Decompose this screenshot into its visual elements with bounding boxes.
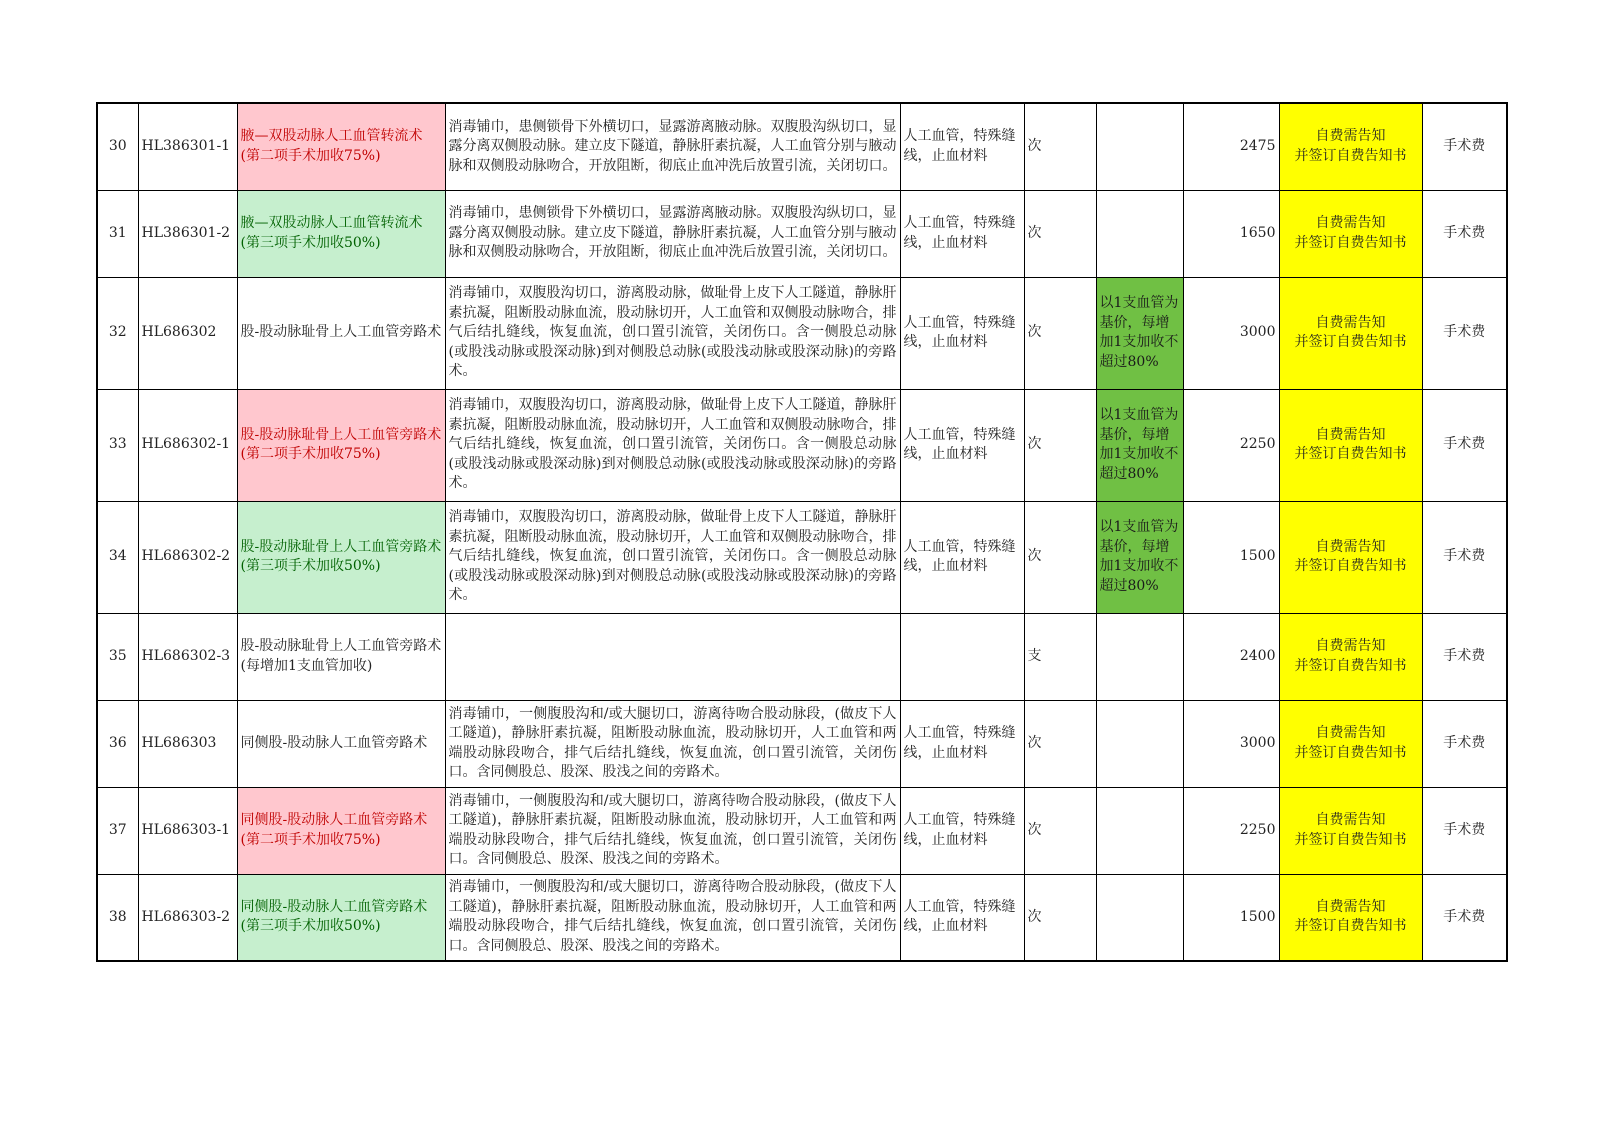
pricing-unit-cell[interactable]: 次 (1024, 389, 1096, 501)
self-pay-notice-cell[interactable] (1279, 190, 1422, 277)
pricing-note-cell[interactable] (1096, 787, 1183, 874)
procedure-description-text: 消毒铺巾，双腹股沟切口，游离股动脉，做耻骨上皮下人工隧道，静脉肝素抗凝，阻断股动脉血流，股动脉切开，人工血管和双侧股动脉吻合，排气后结扎缝线，恢复血流，创口置引流管，关闭伤口。含一侧股总动脉(或股浅动脉或股深动脉)到对侧股总动脉(或股浅动脉或股深动脉)的旁路术。 (448, 397, 897, 492)
item-name-cell[interactable]: 股-股动脉耻骨上人工血管旁路术(每增加1支血管加收) (237, 613, 445, 700)
item-name-cell[interactable]: 同侧股-股动脉人工血管旁路术(第三项手术加收50%) (237, 874, 445, 961)
spreadsheet-page (96, 102, 1508, 962)
procedure-description-text: 消毒铺巾，一侧腹股沟和/或大腿切口，游离待吻合股动脉段，(做皮下人工隧道)，静脉肝素抗凝，阻断股动脉血流，股动脉切开，人工血管和两端股动脉段吻合，排气后结扎缝线，恢复血流，创口置引流管，关闭伤口。含同侧股总、股深、股浅之间的旁路术。 (448, 705, 897, 780)
table-body (97, 103, 1507, 961)
item-code-cell[interactable]: HL686302-3 (138, 613, 237, 700)
pricing-note-cell[interactable]: 以1支血管为基价，每增加1支加收不超过80% (1096, 389, 1183, 501)
pricing-note-cell[interactable] (1096, 103, 1183, 190)
procedure-description-cell[interactable] (445, 700, 900, 787)
item-name-cell[interactable]: 腋—双股动脉人工血管转流术(第二项手术加收75%) (237, 103, 445, 190)
self-pay-notice-line-1: 自费需告知 (1315, 314, 1386, 331)
price-cell[interactable]: 3000 (1183, 277, 1279, 389)
row-number-cell[interactable]: 36 (97, 700, 138, 787)
table-row (97, 501, 1507, 613)
self-pay-notice-cell[interactable] (1279, 501, 1422, 613)
self-pay-notice-line-2: 并签订自费告知书 (1294, 558, 1407, 574)
excluded-materials-cell[interactable]: 人工血管，特殊缝线，止血材料 (900, 787, 1024, 874)
fee-category-cell[interactable]: 手术费 (1422, 103, 1507, 190)
fee-schedule-table (96, 102, 1508, 962)
excluded-materials-cell[interactable]: 人工血管，特殊缝线，止血材料 (900, 874, 1024, 961)
pricing-note-cell[interactable] (1096, 190, 1183, 277)
self-pay-notice-line-2: 并签订自费告知书 (1294, 334, 1407, 350)
table-row (97, 874, 1507, 961)
excluded-materials-cell[interactable]: 人工血管，特殊缝线，止血材料 (900, 277, 1024, 389)
self-pay-notice-line-2: 并签订自费告知书 (1294, 446, 1407, 462)
price-cell[interactable]: 1500 (1183, 501, 1279, 613)
item-code-cell[interactable]: HL686303 (138, 700, 237, 787)
item-code-cell[interactable]: HL686302 (138, 277, 237, 389)
self-pay-notice-cell[interactable] (1279, 103, 1422, 190)
pricing-unit-cell[interactable]: 次 (1024, 874, 1096, 961)
procedure-description-text: 消毒铺巾，双腹股沟切口，游离股动脉，做耻骨上皮下人工隧道，静脉肝素抗凝，阻断股动脉血流，股动脉切开，人工血管和双侧股动脉吻合，排气后结扎缝线，恢复血流，创口置引流管，关闭伤口。含一侧股总动脉(或股浅动脉或股深动脉)到对侧股总动脉(或股浅动脉或股深动脉)的旁路术。 (448, 285, 897, 380)
self-pay-notice-line-2: 并签订自费告知书 (1294, 147, 1407, 164)
procedure-description-cell[interactable] (445, 613, 900, 700)
price-cell[interactable]: 2475 (1183, 103, 1279, 190)
self-pay-notice-line-2: 并签订自费告知书 (1294, 918, 1407, 935)
item-name-cell[interactable]: 同侧股-股动脉人工血管旁路术(第二项手术加收75%) (237, 787, 445, 874)
procedure-description-cell[interactable] (445, 501, 900, 613)
item-code-cell[interactable]: HL686303-2 (138, 874, 237, 961)
row-number-cell[interactable]: 34 (97, 501, 138, 613)
pricing-unit-cell[interactable]: 次 (1024, 501, 1096, 613)
self-pay-notice-line-2: 并签订自费告知书 (1294, 831, 1407, 848)
item-code-cell[interactable]: HL386301-2 (138, 190, 237, 277)
self-pay-notice-cell[interactable] (1279, 277, 1422, 389)
pricing-unit-cell[interactable]: 次 (1024, 700, 1096, 787)
procedure-description-cell[interactable] (445, 389, 900, 501)
pricing-note-cell[interactable] (1096, 613, 1183, 700)
self-pay-notice-cell[interactable] (1279, 613, 1422, 700)
table-row (97, 787, 1507, 874)
fee-category-cell[interactable]: 手术费 (1422, 190, 1507, 277)
self-pay-notice-cell[interactable] (1279, 389, 1422, 501)
row-number-cell[interactable]: 38 (97, 874, 138, 961)
self-pay-notice-line-2: 并签订自费告知书 (1294, 744, 1407, 761)
row-number-cell[interactable]: 31 (97, 190, 138, 277)
fee-category-cell[interactable]: 手术费 (1422, 700, 1507, 787)
item-name-cell[interactable]: 同侧股-股动脉人工血管旁路术 (237, 700, 445, 787)
procedure-description-cell[interactable] (445, 103, 900, 190)
item-name-cell[interactable]: 股-股动脉耻骨上人工血管旁路术(第二项手术加收75%) (237, 389, 445, 501)
self-pay-notice-line-1: 自费需告知 (1315, 812, 1386, 828)
excluded-materials-cell[interactable]: 人工血管，特殊缝线，止血材料 (900, 700, 1024, 787)
fee-category-cell[interactable]: 手术费 (1422, 501, 1507, 613)
pricing-unit-cell[interactable]: 次 (1024, 190, 1096, 277)
procedure-description-text: 消毒铺巾，一侧腹股沟和/或大腿切口，游离待吻合股动脉段，(做皮下人工隧道)，静脉肝素抗凝，阻断股动脉血流，股动脉切开，人工血管和两端股动脉段吻合，排气后结扎缝线，恢复血流，创口置引流管，关闭伤口。含同侧股总、股深、股浅之间的旁路术。 (448, 879, 897, 954)
pricing-note-cell[interactable]: 以1支血管为基价，每增加1支加收不超过80% (1096, 501, 1183, 613)
excluded-materials-cell[interactable]: 人工血管，特殊缝线，止血材料 (900, 501, 1024, 613)
self-pay-notice-line-1: 自费需告知 (1315, 215, 1386, 231)
pricing-note-cell[interactable] (1096, 874, 1183, 961)
procedure-description-cell[interactable] (445, 787, 900, 874)
price-cell[interactable]: 2250 (1183, 389, 1279, 501)
table-row (97, 190, 1507, 277)
self-pay-notice-line-1: 自费需告知 (1315, 538, 1386, 555)
item-name-cell[interactable]: 股-股动脉耻骨上人工血管旁路术(第三项手术加收50%) (237, 501, 445, 613)
price-cell[interactable]: 2400 (1183, 613, 1279, 700)
self-pay-notice-line-1: 自费需告知 (1315, 725, 1386, 741)
excluded-materials-cell[interactable]: 人工血管，特殊缝线，止血材料 (900, 103, 1024, 190)
item-code-cell[interactable]: HL686302-2 (138, 501, 237, 613)
item-code-cell[interactable]: HL386301-1 (138, 103, 237, 190)
self-pay-notice-line-1: 自费需告知 (1315, 638, 1386, 654)
excluded-materials-cell[interactable]: 人工血管，特殊缝线，止血材料 (900, 389, 1024, 501)
self-pay-notice-cell[interactable] (1279, 874, 1422, 961)
fee-category-cell[interactable]: 手术费 (1422, 874, 1507, 961)
row-number-cell[interactable]: 37 (97, 787, 138, 874)
procedure-description-cell[interactable] (445, 874, 900, 961)
self-pay-notice-line-1: 自费需告知 (1315, 426, 1386, 443)
price-cell[interactable]: 3000 (1183, 700, 1279, 787)
item-code-cell[interactable]: HL686302-1 (138, 389, 237, 501)
excluded-materials-cell[interactable]: 人工血管，特殊缝线，止血材料 (900, 190, 1024, 277)
self-pay-notice-cell[interactable] (1279, 787, 1422, 874)
procedure-description-cell[interactable] (445, 190, 900, 277)
table-row (97, 613, 1507, 700)
row-number-cell[interactable]: 33 (97, 389, 138, 501)
fee-category-cell[interactable]: 手术费 (1422, 787, 1507, 874)
procedure-description-text: 消毒铺巾，患侧锁骨下外横切口，显露游离腋动脉。双腹股沟纵切口，显露分离双侧股动脉。建立皮下隧道，静脉肝素抗凝，人工血管分别与腋动脉和双侧股动脉吻合，开放阻断，彻底止血冲洗后放置引流，关闭切口。 (448, 118, 897, 174)
item-name-cell[interactable]: 股-股动脉耻骨上人工血管旁路术 (237, 277, 445, 389)
fee-category-cell[interactable]: 手术费 (1422, 389, 1507, 501)
table-row (97, 700, 1507, 787)
fee-category-cell[interactable]: 手术费 (1422, 613, 1507, 700)
self-pay-notice-line-2: 并签订自费告知书 (1294, 657, 1407, 674)
procedure-description-text: 消毒铺巾，一侧腹股沟和/或大腿切口，游离待吻合股动脉段，(做皮下人工隧道)，静脉肝素抗凝，阻断股动脉血流，股动脉切开，人工血管和两端股动脉段吻合，排气后结扎缝线，恢复血流，创口置引流管，关闭伤口。含同侧股总、股深、股浅之间的旁路术。 (448, 792, 897, 867)
pricing-unit-cell[interactable]: 次 (1024, 103, 1096, 190)
row-number-cell[interactable]: 35 (97, 613, 138, 700)
self-pay-notice-line-1: 自费需告知 (1315, 128, 1386, 145)
pricing-note-cell[interactable] (1096, 700, 1183, 787)
table-row (97, 389, 1507, 501)
row-number-cell[interactable]: 32 (97, 277, 138, 389)
excluded-materials-cell[interactable] (900, 613, 1024, 700)
procedure-description-cell[interactable] (445, 277, 900, 389)
item-code-cell[interactable]: HL686303-1 (138, 787, 237, 874)
procedure-description-text: 消毒铺巾，双腹股沟切口，游离股动脉，做耻骨上皮下人工隧道，静脉肝素抗凝，阻断股动脉血流，股动脉切开，人工血管和双侧股动脉吻合，排气后结扎缝线，恢复血流，创口置引流管，关闭伤口。含一侧股总动脉(或股浅动脉或股深动脉)到对侧股总动脉(或股浅动脉或股深动脉)的旁路术。 (448, 509, 897, 604)
procedure-description-text: 消毒铺巾，患侧锁骨下外横切口，显露游离腋动脉。双腹股沟纵切口，显露分离双侧股动脉。建立皮下隧道，静脉肝素抗凝，人工血管分别与腋动脉和双侧股动脉吻合，开放阻断，彻底止血冲洗后放置引流，关闭切口。 (448, 205, 897, 261)
pricing-unit-cell[interactable]: 次 (1024, 787, 1096, 874)
table-row (97, 103, 1507, 190)
pricing-unit-cell[interactable]: 支 (1024, 613, 1096, 700)
price-cell[interactable]: 1650 (1183, 190, 1279, 277)
fee-category-cell[interactable]: 手术费 (1422, 277, 1507, 389)
pricing-unit-cell[interactable]: 次 (1024, 277, 1096, 389)
price-cell[interactable]: 1500 (1183, 874, 1279, 961)
self-pay-notice-line-1: 自费需告知 (1315, 898, 1386, 915)
self-pay-notice-line-2: 并签订自费告知书 (1294, 234, 1407, 251)
row-number-cell[interactable]: 30 (97, 103, 138, 190)
self-pay-notice-cell[interactable] (1279, 700, 1422, 787)
price-cell[interactable]: 2250 (1183, 787, 1279, 874)
pricing-note-cell[interactable]: 以1支血管为基价，每增加1支加收不超过80% (1096, 277, 1183, 389)
table-row (97, 277, 1507, 389)
item-name-cell[interactable]: 腋—双股动脉人工血管转流术(第三项手术加收50%) (237, 190, 445, 277)
